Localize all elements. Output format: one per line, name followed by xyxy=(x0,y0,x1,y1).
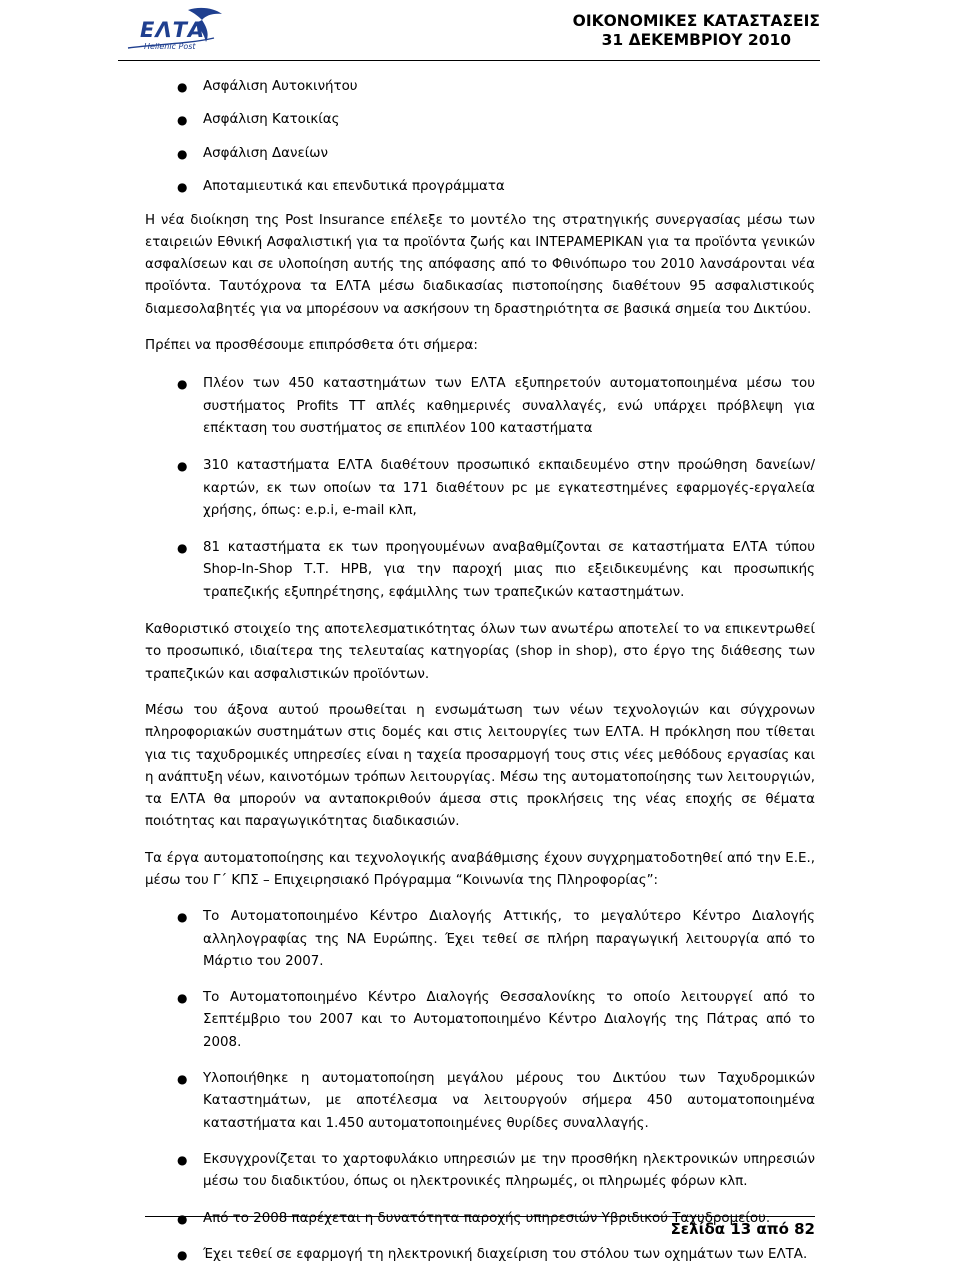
page-header xyxy=(0,0,960,70)
list-item-text: Το Αυτοματοποιημένο Κέντρο Διαλογής Θεσσαλονίκης το οποίο λειτουργεί από το Σεπτέμβριο του 2007 και το Αυτοματοποιημένο Κέντρο Διαλογής της Πάτρας από το 2008. xyxy=(203,990,815,1050)
paragraph-technology-axis: Μέσω του άξονα αυτού προωθείται η ενσωμάτωση των νέων τεχνολογιών και σύγχρονων πληροφοριακών συστημάτων στις δομές και στις λειτουργίες των ΕΛΤΑ. Η πρόκληση που τίθεται για τις ταχυδρομικές υπηρεσίες είναι η ταχεία προσαρμογή τους στις νέες μεθόδους εργασίας και η ανάπτυξη νέων, καινοτόμων τρόπων λειτουργίας. Μέσω της αυτοματοποίησης των λειτουργιών, τα ΕΛΤΑ θα μπορούν να ανταποκριθούν άμεσα στις προκλήσεις της νέας εποχής σε θέματα ποιότητας και παραγωγικότητας διαδικασιών. xyxy=(145,702,815,830)
list-item-text: Πλέον των 450 καταστημάτων των ΕΛΤΑ εξυπηρετούν αυτοματοποιημένα μέσω του συστήματος Profits TT απλές καθημερινές συναλλαγές, ενώ υπάρχει πρόβλεψη για επέκταση του συστήματος σε επιπλέον 100 καταστήματα xyxy=(203,376,815,436)
network-facts-list xyxy=(145,373,815,604)
header-divider xyxy=(118,60,820,61)
document-date-line: 31 ΔΕΚΕΜΒΡΙΟΥ 2010 xyxy=(601,31,792,49)
list-item-text: 310 καταστήματα ΕΛΤΑ διαθέτουν προσωπικό εκπαιδευμένο στην προώθηση δανείων/καρτών, εκ των οποίων τα 171 διαθέτουν pc με εγκατεστημένες εφαρμογές-εργαλεία χρήσης, όπως: e.p.i, e-mail κλπ, xyxy=(203,458,815,518)
bullet-icon: ● xyxy=(177,910,188,925)
bullet-icon: ● xyxy=(177,541,188,556)
list-item xyxy=(145,76,815,98)
automation-projects-list xyxy=(145,906,815,1266)
document-title-line: ΟΙΚΟΝΟΜΙΚΕΣ ΚΑΤΑΣΤΑΣΕΙΣ xyxy=(572,12,820,30)
bullet-icon: ● xyxy=(177,991,188,1006)
page-number: Σελίδα 13 από 82 xyxy=(670,1220,815,1238)
list-item-text: Ασφάλιση Αυτοκινήτου xyxy=(203,79,358,94)
bullet-icon: ● xyxy=(177,1072,188,1087)
bullet-icon: ● xyxy=(177,459,188,474)
list-item xyxy=(145,1149,815,1194)
list-item xyxy=(145,143,815,165)
bullet-icon: ● xyxy=(177,1152,188,1167)
list-item-text: Το Αυτοματοποιημένο Κέντρο Διαλογής Αττικής, το μεγαλύτερο Κέντρο Διαλογής αλληλογραφίας της ΝΑ Ευρώπης. Έχει τεθεί σε πλήρη παραγωγική λειτουργία από το Μάρτιο του 2007. xyxy=(203,909,815,969)
list-item-text: Από το 2008 παρέχεται η δυνατότητα παροχής υπηρεσιών Υβριδικού Ταχυδρομείου. xyxy=(203,1210,771,1226)
paragraph-effectiveness: Καθοριστικό στοιχείο της αποτελεσματικότητας όλων των ανωτέρω αποτελεί το να επικεντρωθεί το προσωπικό, ιδιαίτερα της τελευταίας κατηγορίας (shop in shop), στο έργο της διάθεσης των τραπεζικών και ασφαλιστικών προϊόντων. xyxy=(145,622,815,682)
list-item xyxy=(145,176,815,198)
list-item xyxy=(145,455,815,522)
bullet-icon: ● xyxy=(177,146,188,161)
document-title xyxy=(573,12,820,50)
insurance-products-list xyxy=(145,76,815,198)
footer-divider xyxy=(145,1216,815,1217)
bullet-icon: ● xyxy=(177,377,188,392)
bullet-icon: ● xyxy=(177,180,188,195)
paragraph-cofunding: Τα έργα αυτοματοποίησης και τεχνολογικής αναβάθμισης έχουν συγχρηματοδοτηθεί από την Ε.Ε., μέσω του Γ΄ ΚΠΣ – Επιχειρησιακό Πρόγραμμα “Κοινωνία της Πληροφορίας”: xyxy=(145,850,815,888)
paragraph-post-insurance: Η νέα διοίκηση της Post Insurance επέλεξε το μοντέλο της στρατηγικής συνεργασίας μέσω των εταιρειών Εθνική Ασφαλιστική για τα προϊόντα ζωής και ΙΝΤΕΡΑΜΕΡΙΚΑΝ για τα προϊόντα γενικών ασφαλίσεων και σε υλοποίηση αυτής της απόφασης από το Φθινόπωρο του 2010 λανσάρονται νέα προϊόντα. Ταυτόχρονα τα ΕΛΤΑ μέσω διαδικασίας πιστοποίησης διαθέτουν 95 ασφαλιστικούς διαμεσολαβητές για να μπορέσουν να ασκήσουν τη δραστηριότητα σε βασικά σημεία του Δικτύου. xyxy=(145,212,815,317)
list-item xyxy=(145,373,815,440)
list-item-text: Έχει τεθεί σε εφαρμογή τη ηλεκτρονική διαχείριση του στόλου των οχημάτων των ΕΛΤΑ. xyxy=(203,1246,808,1262)
list-item xyxy=(145,1068,815,1135)
list-item-text: Εκσυγχρονίζεται το χαρτοφυλάκιο υπηρεσιών με την προσθήκη ηλεκτρονικών υπηρεσιών μέσω του διαδικτύου, όπως οι ηλεκτρονικές πληρωμές, οι πληρωμές φόρων κλπ. xyxy=(203,1151,815,1190)
paragraph-intro-today: Πρέπει να προσθέσουμε επιπρόσθετα ότι σήμερα: xyxy=(145,338,478,354)
bullet-icon: ● xyxy=(177,113,188,128)
logo-wordmark: ΕΛΤΑ xyxy=(140,18,206,42)
bullet-icon: ● xyxy=(177,1247,188,1262)
list-item xyxy=(145,1244,815,1266)
list-item-text: Αποταμιευτικά και επενδυτικά προγράμματα xyxy=(203,179,505,195)
list-item-text: 81 καταστήματα εκ των προηγουμένων αναβαθμίζονται σε καταστήματα ΕΛΤΑ τύπου Shop-In-Shop Τ.Τ. ΗΡΒ, για την παροχή μιας πιο εξειδικευμένης και προσωπικής τραπεζικής εξυπηρέτησης, εφάμιλλης των τραπεζικών καταστημάτων. xyxy=(203,540,815,600)
list-item xyxy=(145,987,815,1054)
list-item-text: Υλοποιήθηκε η αυτοματοποίηση μεγάλου μέρους του Δικτύου των Ταχυδρομικών Καταστημάτων, με αποτέλεσμα να λειτουργούν σήμερα 450 αυτοματοποιημένα καταστήματα και 1.450 αυτοματοποιημένες θυρίδες συναλλαγής. xyxy=(203,1071,815,1131)
bullet-icon: ● xyxy=(177,80,188,94)
list-item xyxy=(145,109,815,131)
page-body xyxy=(145,76,815,1280)
list-item-text: Ασφάλιση Δανείων xyxy=(203,145,328,161)
bullet-icon: ● xyxy=(177,1211,188,1226)
list-item xyxy=(145,906,815,973)
elta-logo xyxy=(118,4,228,56)
list-item-text: Ασφάλιση Κατοικίας xyxy=(203,112,340,128)
list-item xyxy=(145,537,815,604)
logo-subtitle: Hellenic Post xyxy=(144,42,196,51)
